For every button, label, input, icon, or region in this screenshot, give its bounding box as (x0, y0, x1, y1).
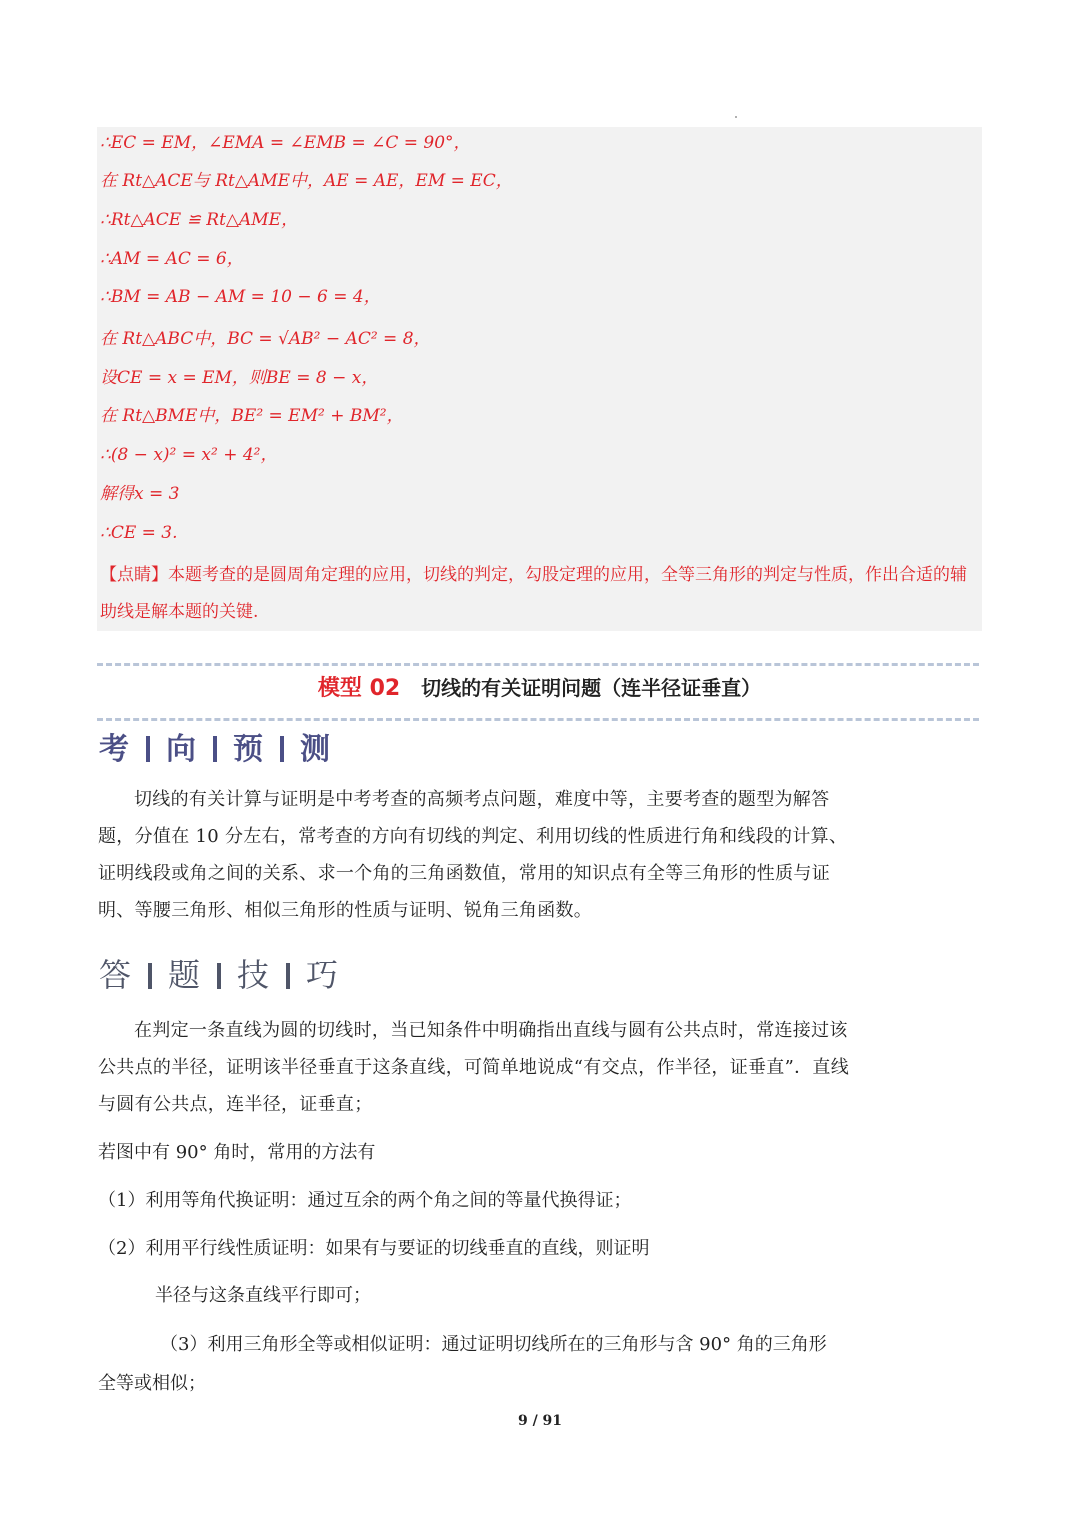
solution-box (97, 127, 982, 631)
solution-line: 设CE = x = EM，则BE = 8 − x， (100, 368, 379, 388)
heading-char: 题 (168, 956, 202, 994)
model-title: 切线的有关证明问题（连半径证垂直） (421, 676, 762, 700)
forecast-paragraph: 切线的有关计算与证明是中考考查的高频考点问题，难度中等，主要考查的题型为解答题，分值在 10 分左右，常考查的方向有切线的判定、利用切线的性质进行角和线段的计算、证明线段或角之间的关系、求一个角的三角函数值，常用的知识点有全等三角形的性质与证明、等腰三角形、相似三角形的性质与证明、锐角三角函数。 (98, 789, 848, 921)
heading-separator (148, 963, 152, 989)
heading-char: 答 (99, 956, 133, 994)
page-number: 9 / 91 (517, 1413, 563, 1429)
heading-char: 巧 (306, 956, 340, 994)
heading-char: 向 (166, 732, 197, 767)
model-label: 模型 02 (317, 676, 401, 701)
heading-char: 技 (237, 956, 271, 994)
heading-separator (146, 736, 150, 762)
solution-line: ∴Rt△ACE ≌ Rt△AME， (100, 210, 299, 230)
divider-top (97, 663, 979, 666)
solution-line: 在 Rt△ACE与 Rt△AME中，AE = AE，EM = EC， (100, 171, 513, 191)
tips-paragraph: 在判定一条直线为圆的切线时，当已知条件中明确指出直线与圆有公共点时，常连接过该公共点的半径，证明该半径垂直于这条直线，可简单地说成“有交点，作半径，证垂直”．直线与圆有公共点，连半径，证垂直； (98, 1020, 849, 1115)
solution-line: 在 Rt△BME中，BE² = EM² + BM²， (100, 406, 404, 426)
section-heading-tips (99, 950, 339, 996)
solution-line: ∴AM = AC = 6， (100, 249, 244, 269)
solution-note: 【点睛】本题考查的是圆周角定理的应用，切线的判定，勾股定理的应用，全等三角形的判定与性质，作出合适的辅助线是解本题的关键. (100, 565, 967, 622)
tips-item-2: （2）利用平行线性质证明：如果有与要证的切线垂直的直线，则证明 (98, 1238, 650, 1259)
scan-dot (735, 116, 737, 118)
heading-char: 考 (99, 732, 130, 767)
heading-char: 预 (233, 732, 264, 767)
heading-char: 测 (300, 732, 331, 767)
tips-item-3-cont: 全等或相似； (98, 1373, 206, 1394)
heading-separator (213, 736, 217, 762)
model-heading (97, 671, 982, 702)
solution-line: 解得x = 3 (100, 484, 180, 504)
section-heading-forecast (99, 724, 331, 768)
tips-line: 若图中有 90° 角时，常用的方法有 (98, 1142, 376, 1163)
tips-item-3: （3）利用三角形全等或相似证明：通过证明切线所在的三角形与含 90° 角的三角形 (160, 1334, 827, 1355)
solution-line: 在 Rt△ABC中，BC = √AB² − AC² = 8， (100, 329, 431, 349)
tips-item-1: （1）利用等角代换证明：通过互余的两个角之间的等量代换得证； (98, 1190, 632, 1211)
divider-bottom (97, 718, 979, 721)
tips-item-2-cont: 半径与这条直线平行即可； (155, 1285, 371, 1306)
solution-line: ∴CE = 3. (100, 523, 178, 543)
solution-line: ∴(8 − x)² = x² + 4²， (100, 445, 278, 465)
heading-separator (280, 736, 284, 762)
heading-separator (286, 963, 290, 989)
heading-separator (217, 963, 221, 989)
solution-line: ∴BM = AB − AM = 10 − 6 = 4， (100, 287, 381, 307)
solution-line: ∴EC = EM，∠EMA = ∠EMB = ∠C = 90°， (100, 133, 471, 153)
